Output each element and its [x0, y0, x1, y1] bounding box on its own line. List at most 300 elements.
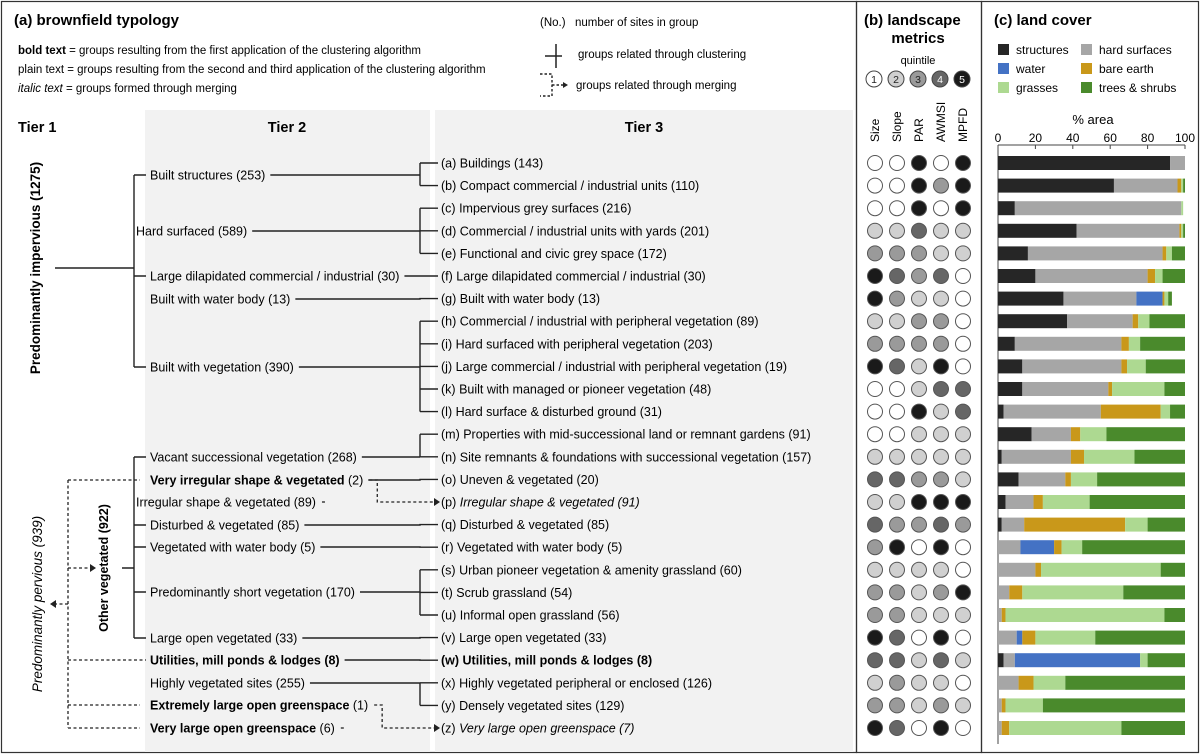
metric-dot [890, 427, 905, 442]
metric-dot [934, 585, 949, 600]
bar-segment [1106, 427, 1185, 441]
metric-dot [868, 223, 883, 238]
bar-segment [1004, 653, 1015, 667]
metric-header: PAR [912, 118, 926, 142]
tier3-letter: (l) [441, 405, 456, 420]
quintile-label: quintile [900, 55, 936, 67]
tier3-label: Large dilapidated commercial / industrial (30) [456, 269, 706, 284]
tier2-group-label: Utilities, mill ponds & lodges (8) [150, 653, 340, 668]
tier3-label: Commercial / industrial with peripheral vegetation (89) [459, 314, 759, 329]
bar-segment [1178, 179, 1182, 193]
bar-segment [1148, 518, 1185, 532]
bar-segment [998, 314, 1067, 328]
metric-dot [956, 540, 971, 555]
x-tick-label: 80 [1140, 131, 1155, 145]
tier3-label: Impervious grey surfaces (216) [459, 201, 632, 216]
panel-b-title-1: (b) landscape [864, 12, 961, 29]
tier2-group [150, 270, 399, 284]
bar-segment [1140, 337, 1185, 351]
bar-segment [1149, 314, 1185, 328]
legend-merge-desc: groups related through merging [576, 80, 737, 92]
bar-segment [1140, 653, 1147, 667]
metric-dot [890, 291, 905, 306]
bar-segment [1179, 224, 1181, 238]
bar-segment [1035, 269, 1147, 283]
metric-dot [912, 382, 927, 397]
bar-segment [1077, 224, 1180, 238]
metric-dot [868, 449, 883, 464]
tier2-group [150, 586, 355, 600]
bar-segment [998, 156, 1170, 170]
tier2-group [150, 699, 368, 713]
tier2-group-label: Disturbed & vegetated (85) [150, 518, 300, 533]
tier2-group-label: Vegetated with water body (5) [150, 540, 316, 555]
metric-dot [956, 449, 971, 464]
metric-headers [868, 102, 970, 142]
bar-segment [998, 269, 1035, 283]
metric-dot [868, 201, 883, 216]
tier3-label: Built with water body (13) [459, 292, 601, 307]
metric-dot [956, 675, 971, 690]
metric-dot [956, 269, 971, 284]
tier3-group [441, 247, 667, 261]
quintile-number: 4 [937, 74, 943, 86]
tier3-label: Hard surfaced with peripheral vegetation (203) [455, 337, 713, 352]
bar-segment [1022, 382, 1108, 396]
metric-dot [956, 223, 971, 238]
bar-segment [1005, 608, 1164, 622]
metric-dot [912, 336, 927, 351]
metric-dot [890, 404, 905, 419]
metric-dot [868, 336, 883, 351]
metric-dot [934, 721, 949, 736]
bar-segment [1009, 585, 1022, 599]
tier2-group-label: Highly vegetated sites (255) [150, 676, 305, 691]
metric-dot [890, 517, 905, 532]
panel-b-title-2: metrics [891, 30, 945, 47]
bar-segment [1164, 608, 1185, 622]
tier3-group [441, 699, 624, 713]
bar-segment [1181, 179, 1183, 193]
tier3-label: Large open vegetated (33) [459, 631, 607, 646]
metric-dot [868, 675, 883, 690]
bar-segment [998, 676, 1019, 690]
metric-dot [890, 178, 905, 193]
metric-dot [890, 540, 905, 555]
tier3-letter: (i) [441, 337, 456, 352]
metric-dot [912, 427, 927, 442]
land-cover-legend [998, 43, 1176, 95]
bar-segment [1022, 631, 1035, 645]
tier3-label: Vegetated with water body (5) [456, 540, 623, 555]
metric-dot [890, 562, 905, 577]
metric-dot [956, 495, 971, 510]
metric-dot [912, 608, 927, 623]
bar-segment [1020, 540, 1054, 554]
tier3-label: Disturbed & vegetated (85) [459, 518, 610, 533]
tier3-group [441, 224, 709, 238]
bar-segment [998, 540, 1020, 554]
legend-swatch [998, 44, 1009, 55]
tier3-label: Highly vegetated peripheral or enclosed (126) [459, 676, 712, 691]
legend-italic-term: italic text [18, 83, 63, 95]
metric-dot [934, 156, 949, 171]
metric-header: AWMSI [934, 101, 948, 142]
bar-segment [1161, 405, 1170, 419]
metric-dot [868, 495, 883, 510]
metric-dot [934, 404, 949, 419]
bar-segment [1015, 653, 1140, 667]
tier3-group [441, 676, 712, 690]
bar-segment [998, 631, 1017, 645]
bar-segment [1017, 631, 1023, 645]
metric-dot [934, 540, 949, 555]
tier3-letter: (f) [441, 269, 457, 284]
metric-dot [956, 404, 971, 419]
tier2-header: Tier 2 [267, 120, 307, 136]
bar-segment [998, 585, 1009, 599]
bar-segment [1163, 292, 1165, 306]
metric-dot [912, 223, 927, 238]
metric-dot [868, 246, 883, 261]
tier3-letter: (o) [441, 472, 460, 487]
bar-segment [1062, 540, 1083, 554]
metric-dot [956, 721, 971, 736]
metric-dot [956, 314, 971, 329]
bar-segment [1164, 382, 1185, 396]
tier1-impervious: Predominantly impervious (1275) [28, 161, 43, 375]
tier2-group [150, 519, 299, 533]
tier3-group [441, 360, 787, 374]
quintile-number: 1 [871, 74, 877, 86]
tier2-group-label: Large open vegetated (33) [150, 631, 298, 646]
tier3-letter: (k) [441, 382, 460, 397]
bar-segment [1022, 359, 1121, 373]
tier2-group [150, 722, 335, 736]
tier3-label: Uneven & vegetated (20) [459, 472, 599, 487]
metric-dot [956, 562, 971, 577]
bar-segment [1125, 518, 1147, 532]
metric-dot [956, 382, 971, 397]
legend-swatch [1081, 82, 1092, 93]
metric-dot [890, 269, 905, 284]
metric-dot [890, 495, 905, 510]
metric-dot [934, 562, 949, 577]
merge-arrow-icon [563, 82, 568, 88]
tier3-label: Buildings (143) [459, 156, 544, 171]
tier3-group [441, 202, 631, 216]
tier3-group [441, 179, 699, 193]
bar-segment [1127, 359, 1146, 373]
bar-segment [1172, 246, 1185, 260]
tier3-letter: (u) [441, 608, 460, 623]
legend-swatch [1081, 63, 1092, 74]
tier3-label: Compact commercial / industrial units (110) [459, 179, 700, 194]
bar-segment [1054, 540, 1061, 554]
metric-dot [912, 472, 927, 487]
bar-segment [1015, 201, 1181, 215]
bar-segment [998, 653, 1004, 667]
bar-segment [998, 698, 1002, 712]
bar-segment [1181, 201, 1183, 215]
metric-dot [934, 495, 949, 510]
tier3-group [441, 473, 599, 487]
tier3-label: Informal open grassland (56) [459, 608, 620, 623]
bar-segment [1015, 337, 1122, 351]
metric-dot [956, 359, 971, 374]
metric-dot [868, 721, 883, 736]
quintile-number: 5 [959, 74, 965, 86]
metric-dot [868, 517, 883, 532]
metric-dot [912, 675, 927, 690]
metric-dot [956, 156, 971, 171]
bar-segment [1146, 359, 1185, 373]
tier3-group [441, 428, 811, 442]
legend-cluster-desc: groups related through clustering [578, 49, 747, 61]
metric-dot [912, 246, 927, 261]
metric-dot [934, 223, 949, 238]
tier2-group-label: Very large open greenspace [150, 721, 317, 736]
metric-dot [890, 585, 905, 600]
bar-segment [1043, 698, 1185, 712]
bar-segment [998, 450, 1002, 464]
tier2-group [150, 654, 340, 668]
metric-dot [934, 246, 949, 261]
metric-dot [912, 495, 927, 510]
bar-segment [998, 201, 1015, 215]
metric-dot [956, 291, 971, 306]
bar-segment [1005, 495, 1033, 509]
bar-segment [1035, 563, 1041, 577]
metric-dot [912, 269, 927, 284]
bar-segment [998, 224, 1077, 238]
bar-segment [1071, 472, 1097, 486]
tier3-letter: (n) [441, 450, 460, 465]
metric-dot [912, 585, 927, 600]
tier3-label: Commercial / industrial units with yards (201) [459, 224, 710, 239]
metric-dot [890, 246, 905, 261]
tier2-group [150, 451, 357, 465]
tier2-group-label: Very irregular shape & vegetated [150, 473, 345, 488]
bar-segment [998, 292, 1063, 306]
bar-segment [1114, 179, 1178, 193]
quintile-number: 3 [915, 74, 921, 86]
tier2-group-label: Large dilapidated commercial / industrial (30) [150, 269, 400, 284]
bar-segment [998, 563, 1035, 577]
tier2-group-count: (2) [344, 473, 364, 488]
tier2-group [136, 225, 247, 239]
tier3-letter: (a) [441, 156, 460, 171]
bar-segment [1034, 676, 1066, 690]
tier3-group [441, 609, 620, 623]
bar-segment [1163, 269, 1185, 283]
tier3-group [441, 563, 742, 577]
bar-segment [1019, 472, 1066, 486]
metric-dot [912, 698, 927, 713]
metric-dot [934, 359, 949, 374]
metric-dot [956, 517, 971, 532]
x-tick-label: 40 [1066, 131, 1080, 145]
tier3-label: Very large open greenspace (7) [459, 721, 635, 736]
metric-dot [956, 472, 971, 487]
metric-dot [934, 698, 949, 713]
bar-segment [1095, 631, 1185, 645]
metric-dot [868, 156, 883, 171]
metric-dot [912, 404, 927, 419]
bar-segment [998, 518, 1002, 532]
tier3-letter: (d) [441, 224, 460, 239]
bar-segment [1002, 608, 1006, 622]
bar-segment [998, 495, 1005, 509]
metric-dot [934, 608, 949, 623]
metric-header: Size [868, 118, 882, 142]
bar-segment [1005, 698, 1042, 712]
tier3-group [441, 722, 634, 736]
tier3-group [441, 315, 759, 329]
bar-segment [1022, 585, 1123, 599]
bar-segment [998, 337, 1015, 351]
tier2-group [136, 496, 316, 510]
tier3-group [441, 654, 652, 668]
bar-segment [1183, 179, 1185, 193]
bar-segment [998, 179, 1114, 193]
metric-dot [912, 178, 927, 193]
tier3-letter: (b) [441, 179, 460, 194]
cluster-bracket-icon [545, 44, 562, 68]
metric-dot [956, 336, 971, 351]
tier3-group [441, 586, 572, 600]
metric-dot [956, 585, 971, 600]
metric-dot [890, 449, 905, 464]
legend-italic [18, 83, 237, 95]
tier3-letter: (s) [441, 563, 460, 578]
tier2-group-count: (1) [349, 698, 369, 713]
bar-segment [1043, 495, 1090, 509]
metric-dot [868, 585, 883, 600]
metric-dot [956, 201, 971, 216]
tier3-letter: (h) [441, 314, 460, 329]
x-tick-label: 0 [994, 131, 1002, 145]
metric-dot [868, 698, 883, 713]
metric-dot [956, 427, 971, 442]
metric-dot [890, 721, 905, 736]
tier2-group [150, 632, 297, 646]
metric-dot [956, 630, 971, 645]
metric-dot [890, 314, 905, 329]
tier3-letter: (v) [441, 631, 460, 646]
bar-segment [1097, 472, 1185, 486]
metric-dot [934, 269, 949, 284]
metric-dot [868, 314, 883, 329]
tier3-label: Large commercial / industrial with peripheral vegetation (19) [455, 359, 787, 374]
tier2-group-label: Hard surfaced (589) [136, 224, 248, 239]
metric-dot [956, 608, 971, 623]
tier3-group [441, 518, 609, 532]
tier3-header: Tier 3 [624, 120, 664, 136]
metric-dot [956, 246, 971, 261]
legend-label: bare earth [1099, 62, 1154, 76]
legend-label: hard surfaces [1099, 43, 1172, 57]
bar-segment [1084, 450, 1134, 464]
tier3-group [441, 541, 622, 555]
metric-dot [934, 314, 949, 329]
bar-segment [998, 472, 1019, 486]
tier3-group [441, 337, 713, 351]
tier3-label: Hard surface & disturbed ground (31) [455, 405, 662, 420]
panel-a-title: (a) brownfield typology [14, 12, 179, 29]
tier3-label: Irregular shape & vegetated (91) [459, 495, 640, 510]
bar-segment [1181, 224, 1183, 238]
bar-segment [1164, 292, 1168, 306]
bar-segment [1063, 292, 1136, 306]
legend-bold [18, 45, 421, 57]
subgroup-other-vegetated: Other vegetated (922) [97, 504, 111, 632]
bar-segment [1002, 450, 1071, 464]
bar-segment [1166, 246, 1172, 260]
tier3-letter: (t) [441, 585, 457, 600]
tier3-group [441, 496, 640, 510]
bar-segment [1019, 676, 1034, 690]
metric-dot [868, 653, 883, 668]
metric-dot [890, 608, 905, 623]
tier3-letter: (c) [441, 201, 460, 216]
tier2-group-label: Built with vegetation (390) [150, 360, 294, 375]
legend-swatch [998, 82, 1009, 93]
metric-dot [868, 382, 883, 397]
metric-dot [868, 427, 883, 442]
bar-segment [998, 721, 1002, 735]
tier3-letter: (x) [441, 676, 460, 691]
tier3-letter: (m) [441, 427, 464, 442]
metric-dot [890, 359, 905, 374]
metric-dot [934, 517, 949, 532]
bar-segment [1121, 359, 1127, 373]
tier3-label: Urban pioneer vegetation & amenity grassland (60) [459, 563, 742, 578]
tier3-letter: (e) [441, 246, 460, 261]
tier2-group [150, 474, 363, 488]
bar-segment [1065, 472, 1071, 486]
bar-segment [1067, 314, 1132, 328]
bar-segment [1148, 269, 1155, 283]
bar-segment [1163, 246, 1167, 260]
metric-header: MPFD [956, 108, 970, 142]
x-tick-label: 60 [1103, 131, 1117, 145]
tier2-group-label: Built structures (253) [150, 168, 266, 183]
bar-segment [1123, 585, 1185, 599]
quintile-legend [866, 71, 970, 87]
legend-label: structures [1016, 43, 1069, 57]
legend-italic-desc: = groups formed through merging [62, 83, 237, 95]
tier3-letter: (j) [441, 359, 456, 374]
bar-segment [1112, 382, 1164, 396]
bar-segment [1004, 405, 1101, 419]
bar-segment [1161, 563, 1185, 577]
bar-segment [1183, 224, 1185, 238]
bar-segment [1170, 156, 1185, 170]
bar-segment [1168, 292, 1172, 306]
tier3-group [441, 631, 606, 645]
tier2-group-label: Irregular shape & vegetated (89) [136, 495, 316, 510]
tier2-group-label: Extremely large open greenspace [150, 698, 350, 713]
legend-number-desc: number of sites in group [575, 17, 699, 29]
tier3-label: Built with managed or pioneer vegetation (48) [459, 382, 712, 397]
merge-bracket-icon [540, 74, 563, 96]
metric-dots [868, 156, 971, 736]
tier2-group-label: Vacant successional vegetation (268) [150, 450, 357, 465]
tier3-group [441, 450, 811, 464]
bar-segment [1071, 427, 1080, 441]
legend-label: water [1016, 62, 1046, 76]
